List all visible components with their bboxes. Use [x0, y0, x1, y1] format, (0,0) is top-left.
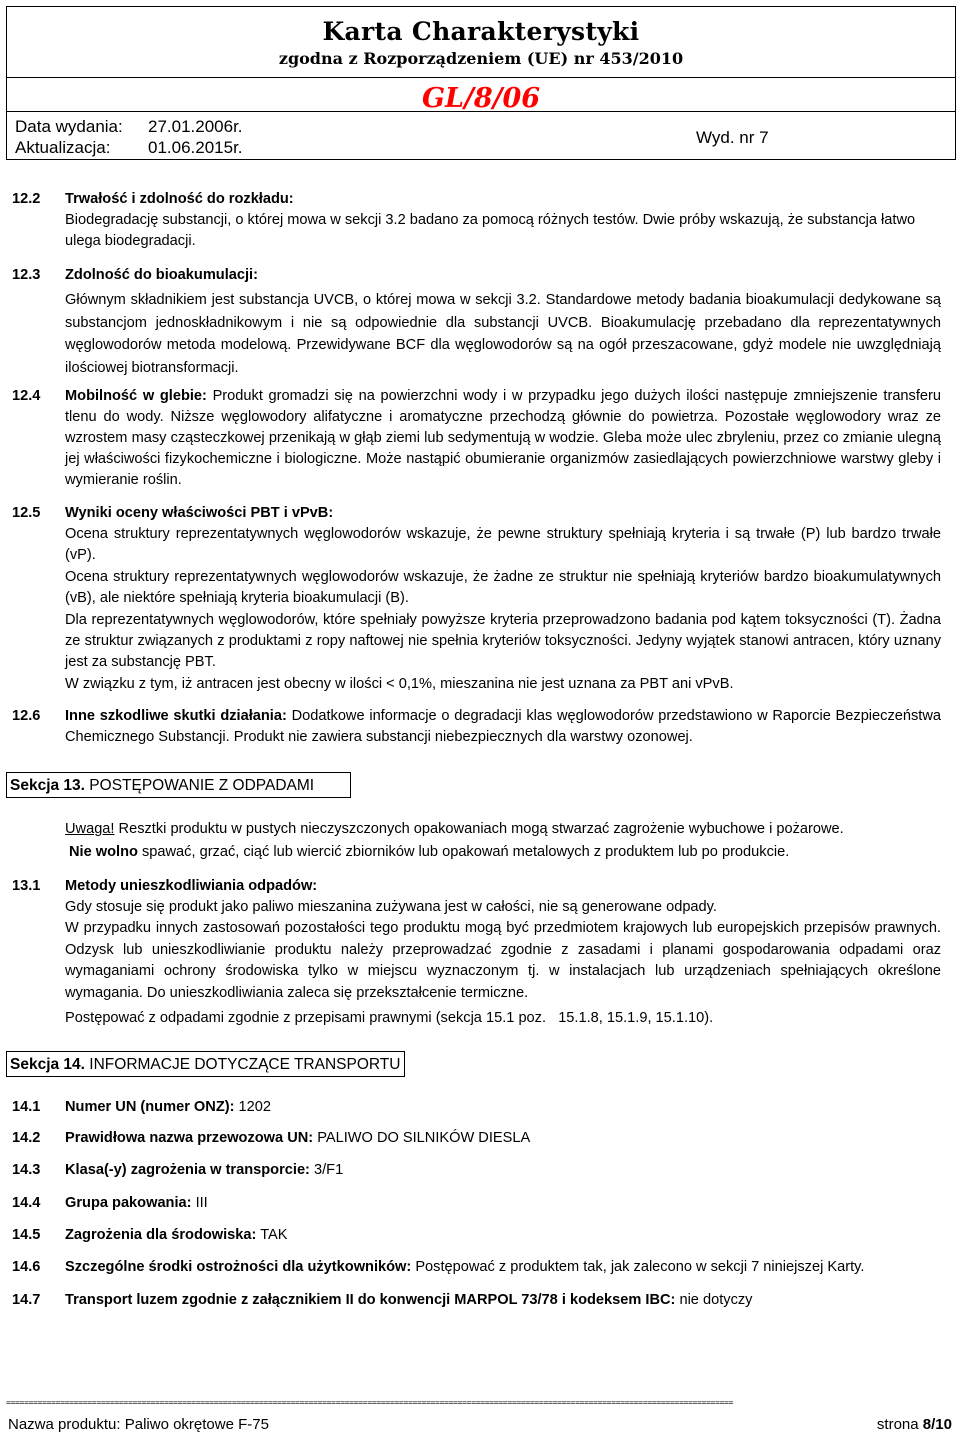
section-title: Zdolność do bioakumulacji:: [65, 267, 258, 283]
page-label: strona: [876, 1416, 919, 1433]
issue-date-value: 27.01.2006r.: [148, 117, 243, 136]
section-text: [65, 386, 941, 491]
bcf-text: Przewidywane BCF dla węglowodorów są na ogół przeszacowane, gdyż modele nie uwzględniają ilościowej biotransformacji.: [65, 337, 941, 376]
transport-item-value: PALIWO DO SILNIKÓW DIESLA: [317, 1130, 531, 1146]
update-date-label: Aktualizacja:: [15, 138, 111, 157]
transport-item-label: Grupa pakowania:: [65, 1195, 192, 1211]
header-divider: [7, 111, 955, 112]
section-label: Sekcja 14.: [10, 1056, 85, 1073]
document-code: GL/8/06: [421, 83, 541, 114]
section-number: 13.1: [12, 878, 41, 894]
transport-item-label: Szczególne środki ostrożności dla użytkowników:: [65, 1259, 412, 1275]
document-header: [6, 6, 956, 160]
section-label: Sekcja 13.: [10, 777, 85, 794]
section-heading: POSTĘPOWANIE Z ODPADAMI: [89, 777, 315, 794]
transport-item-value: III: [195, 1195, 208, 1211]
product-name: Nazwa produktu: Paliwo okrętowe F-75: [8, 1416, 269, 1433]
transport-item-number: 14.7: [12, 1292, 41, 1308]
transport-item: [65, 1097, 271, 1118]
pbt-paragraph: Ocena struktury reprezentatywnych węglowodorów wskazuje, że pewne struktury spełniają kryteria i są trwałe (P) lub bardzo trwałe (vP).: [65, 526, 941, 563]
section-text: [65, 706, 941, 748]
update-date-row: [15, 138, 243, 158]
pbt-paragraph: W związku z tym, iż antracen jest obecny w ilości < 0,1%, mieszanina nie jest uznana za PBT ani vPvB.: [65, 676, 734, 692]
section-title: Inne szkodliwe skutki działania:: [65, 708, 287, 724]
section-text: [65, 289, 941, 379]
transport-item: [65, 1257, 864, 1278]
transport-item-value: Postępować z produktem tak, jak zalecono w sekcji 7 niniejszej Karty.: [415, 1259, 865, 1275]
transport-item: [65, 1193, 208, 1214]
transport-item-number: 14.4: [12, 1195, 41, 1211]
section-heading-box: [6, 1051, 405, 1077]
disposal-paragraph: Postępować z odpadami zgodnie z przepisami prawnymi (sekcja 15.1 poz. 15.1.8, 15.1.9, 15.1.10).: [65, 1010, 714, 1026]
transport-item-value: TAK: [260, 1227, 288, 1243]
section-text: Biodegradację substancji, o której mowa w sekcji 3.2 badano za pomocą różnych testów. Dwie próby wskazują, że substancja łatwo ulega biodegradacji.: [65, 212, 916, 249]
disposal-paragraph: W przypadku innych zastosowań pozostałości tego produktu mogą być przedmiotem krajowych lub europejskich przepisów prawnych. Odzysk lub unieszkodliwianie produktu należy przeprowadzać zgodnie z zasadami i planami gospodarowania odpadami oraz wymaganiami ochrony środowiska tylko w miejscu wyznaczonym tj. w instalacjach lub urządzeniach spełniających określone wymagania. Do unieszkodliwiania zaleca się przekształcenie termiczne.: [65, 920, 941, 1002]
warning-text: Resztki produktu w pustych nieczyszczonych opakowaniach mogą stwarzać zagrożenie wybuchowe i pożarowe.: [118, 821, 844, 837]
footer-separator: =================================================================================================================================================================: [6, 1398, 734, 1407]
warning-line: [65, 819, 945, 840]
transport-item-label: Prawidłowa nazwa przewozowa UN:: [65, 1130, 314, 1146]
transport-item-number: 14.2: [12, 1130, 41, 1146]
issue-date-label: Data wydania:: [15, 117, 123, 136]
section-title: Metody unieszkodliwiania odpadów:: [65, 878, 318, 894]
transport-item-number: 14.3: [12, 1162, 41, 1178]
transport-item-label: Numer UN (numer ONZ):: [65, 1099, 235, 1115]
transport-item-number: 14.1: [12, 1099, 41, 1115]
document-title: Karta Charakterystyki: [322, 17, 640, 46]
transport-item-number: 14.5: [12, 1227, 41, 1243]
section-heading-box: [6, 772, 351, 798]
prohibition-label: Nie wolno: [69, 844, 138, 860]
bioaccumulation-model-text: Bioakumulację przebadano dla reprezentatywnych węglowodorów metoda modelową.: [65, 314, 942, 353]
issue-date-row: [15, 117, 243, 137]
page-number: [877, 1416, 952, 1433]
section-heading: INFORMACJE DOTYCZĄCE TRANSPORTU: [89, 1056, 401, 1073]
transport-item: [65, 1225, 288, 1246]
edition-number: Wyd. nr 7: [696, 128, 769, 147]
section-number: 12.4: [12, 388, 41, 404]
page-value: 8/10: [922, 1416, 952, 1433]
section-number: 12.3: [12, 267, 41, 283]
other-effects-text: Dodatkowe informacje o degradacji klas węglowodorów przedstawiono w Raporcie Bezpieczeństwa Chemicznego Substancji. Produkt nie zawiera substancji niebezpiecznych dla warstwy ozonowej.: [65, 708, 941, 745]
section-number: 12.6: [12, 708, 41, 724]
transport-item-label: Zagrożenia dla środowiska:: [65, 1227, 257, 1243]
section-title: Trwałość i zdolność do rozkładu:: [65, 191, 294, 207]
pbt-paragraph: Dla reprezentatywnych węglowodorów, które spełniały powyższe kryteria przeprowadzono badania pod kątem toksyczności (T). Żadna ze struktur związanych z produktami z ropy naftowej nie spełnia kryteriów toksyczności. Jedyny wyjątek stanowi antracen, który uznany jest za substancję PBT.: [65, 612, 941, 670]
prohibition-line: [69, 842, 949, 863]
transport-item-label: Transport luzem zgodnie z załącznikiem II do konwencji MARPOL 73/78 i kodeksem IBC:: [65, 1292, 676, 1308]
regulation-subtitle: zgodna z Rozporządzeniem (UE) nr 453/2010: [278, 49, 684, 68]
section-title: Mobilność w glebie:: [65, 388, 207, 404]
transport-item: [65, 1160, 343, 1181]
disposal-paragraph: Gdy stosuje się produkt jako paliwo mieszanina zużywana jest w całości, nie są generowane odpady.: [65, 899, 717, 915]
transport-item: [65, 1290, 752, 1311]
warning-label: Uwaga!: [65, 821, 115, 837]
bioaccumulation-text: Głównym składnikiem jest substancja UVCB, o której mowa w sekcji 3.2. Standardowe metody badania bioakumulacji dedykowane są substancjom jednoskładnikowym i nie są odpowiednie dla substancji UVCB.: [65, 292, 941, 331]
section-number: 12.2: [12, 191, 41, 207]
transport-item-value: 1202: [238, 1099, 271, 1115]
section-number: 12.5: [12, 505, 41, 521]
transport-item-number: 14.6: [12, 1259, 41, 1275]
transport-item-value: nie dotyczy: [679, 1292, 753, 1308]
transport-item-label: Klasa(-y) zagrożenia w transporcie:: [65, 1162, 310, 1178]
soil-mobility-text: Produkt gromadzi się na powierzchni wody i w przypadku jego dużych ilości następuje zmniejszenie transferu tlenu do wody. Niższe węglowodory alifatyczne i aromatyczne przechodzą głównie do powietrza. Pozostałe węglowodory wraz ze wzrostem masy cząsteczkowej przenikają w głąb ziemi lub sedymentują w wodzie. Gleba może ulec zbryleniu, przez co zmianie ulegną jej właściwości fizykochemiczne i biologiczne. Może nastąpić obumieranie organizmów zasiedlających powierzchniowe warstwy gleby i wymieranie roślin.: [65, 388, 941, 488]
pbt-paragraph: Ocena struktury reprezentatywnych węglowodorów wskazuje, że żadne ze struktur nie spełniają kryteriów bardzo bioakumulatywnych (vB), ale niektóre spełniają kryteria bioakumulacji (B).: [65, 569, 941, 606]
section-title: Wyniki oceny właściwości PBT i vPvB:: [65, 505, 334, 521]
update-date-value: 01.06.2015r.: [148, 138, 243, 157]
transport-item-value: 3/F1: [313, 1162, 344, 1178]
prohibition-text: spawać, grzać, ciąć lub wiercić zbiorników lub opakowań metalowych z produktem lub po produkcie.: [141, 844, 790, 860]
header-divider: [7, 77, 955, 78]
transport-item: [65, 1128, 530, 1149]
